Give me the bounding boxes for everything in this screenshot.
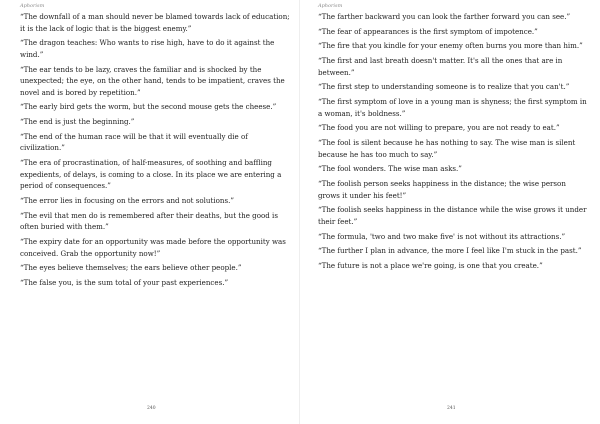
quote: “The fool wonders. The wise man asks.” bbox=[318, 164, 462, 174]
quote: “The era of procrastination, of half-measures, of soothing and baffling expedients, of delays, is coming to a close. In its place we are entering a period of consequences.” bbox=[20, 158, 282, 191]
quote: “The dragon teaches: Who wants to rise high, have to do it against the wind.” bbox=[20, 38, 275, 59]
page-number: 240 bbox=[147, 406, 156, 411]
quote: “The farther backward you can look the farther forward you can see.” bbox=[318, 12, 571, 21]
quote: “The early bird gets the worm, but the second mouse gets the cheese.” bbox=[20, 102, 277, 112]
quote: “The fear of appearances is the first symptom of impotence.” bbox=[318, 26, 538, 36]
quote: “The eyes believe themselves; the ears believe other people.” bbox=[20, 263, 242, 273]
quote: “The end of the human race will be that it will eventually die of civilization.” bbox=[20, 131, 248, 153]
quote: “The first step to understanding someone is to realize that you can't.” bbox=[318, 82, 570, 92]
page-number: 241 bbox=[447, 406, 456, 411]
quote: “The fool is silent because he has nothing to say. The wise man is silent because he has too much to say.” bbox=[318, 138, 576, 159]
quote-list bbox=[318, 11, 590, 275]
quote: “The fire that you kindle for your enemy often burns you more than him.” bbox=[318, 41, 583, 51]
quote: “The end is just the beginning.” bbox=[20, 117, 135, 127]
quote: “The foolish person seeks happiness in the distance; the wise person grows it under his feet!” bbox=[318, 178, 566, 200]
right-page bbox=[300, 0, 600, 424]
quote: “The expiry date for an opportunity was made before the opportunity was conceived. Grab the opportunity now!” bbox=[20, 236, 286, 258]
quote: “The food you are not willing to prepare, you are not ready to eat.” bbox=[318, 123, 560, 133]
quote: “The ear tends to be lazy, craves the familiar and is shocked by the unexpected; the eye, on the other hand, tends to be impatient, craves the novel and is bored by repetition.” bbox=[20, 64, 285, 97]
quote: “The formula, 'two and two make five' is not without its attractions.” bbox=[318, 231, 566, 241]
quote: “The error lies in focusing on the errors and not solutions.” bbox=[20, 195, 234, 205]
quote-list bbox=[20, 11, 290, 292]
quote: “The first and last breath doesn't matter. It's all the ones that are in between.” bbox=[318, 56, 563, 77]
quote: “The further I plan in advance, the more I feel like I'm stuck in the past.” bbox=[318, 246, 582, 256]
quote: “The false you, is the sum total of your past experiences.” bbox=[20, 277, 229, 287]
quote: “The foolish seeks happiness in the distance while the wise grows it under their feet.” bbox=[318, 205, 587, 226]
running-header: Aphorism bbox=[318, 3, 343, 9]
quote: “The first symptom of love in a young man is shyness; the first symptom in a woman, it's boldness.” bbox=[318, 97, 587, 118]
quote: “The evil that men do is remembered after their deaths, but the good is often buried with them.” bbox=[20, 210, 278, 232]
quote: “The downfall of a man should never be blamed towards lack of education; it is the lack of logic that is the biggest enemy.” bbox=[20, 12, 290, 33]
quote: “The future is not a place we're going, is one that you create.” bbox=[318, 260, 543, 270]
running-header: Aphorism bbox=[20, 3, 45, 9]
